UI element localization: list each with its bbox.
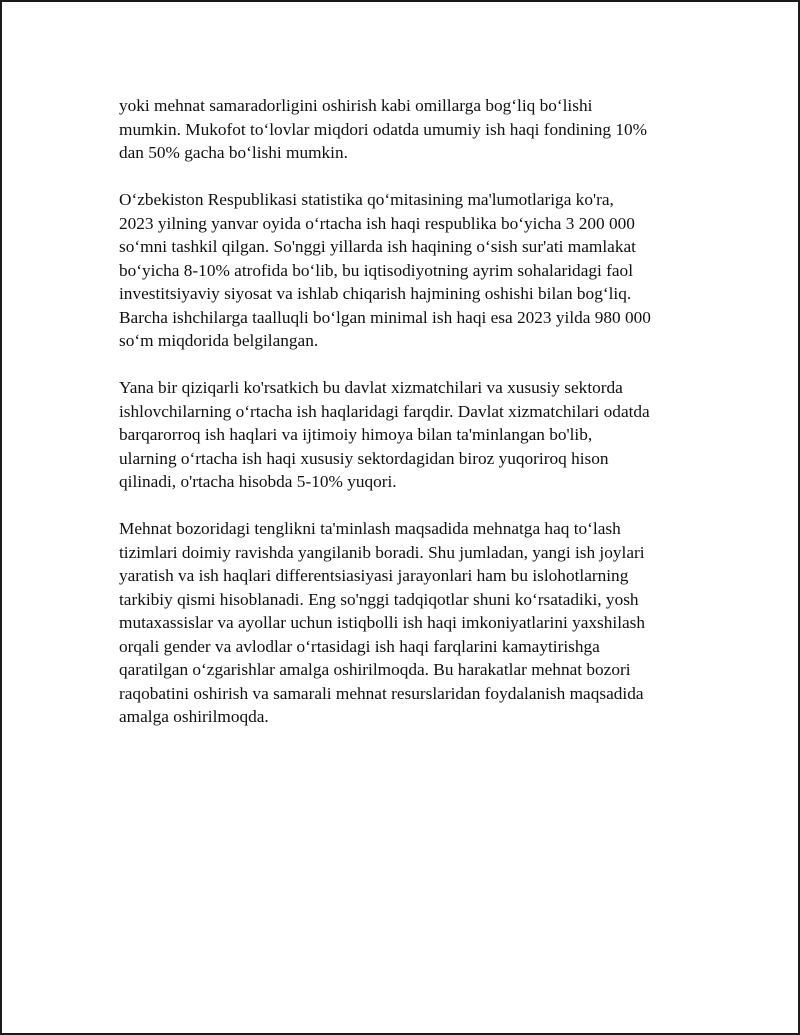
text-line: ishlovchilarning o‘rtacha ish haqlaridagi farqdir. Davlat xizmatchilari odatda (119, 401, 650, 421)
text-line: tizimlari doimiy ravishda yangilanib boradi. Shu jumladan, yangi ish joylari (119, 542, 645, 562)
text-line: Barcha ishchilarga taalluqli bo‘lgan minimal ish haqi esa 2023 yilda 980 000 (119, 307, 651, 327)
paragraph-1 (119, 94, 709, 165)
text-line: dan 50% gacha bo‘lishi mumkin. (119, 143, 348, 162)
text-line: yoki mehnat samaradorligini oshirish kabi omillarga bog‘liq bo‘lishi (119, 96, 593, 115)
text-line: amalga oshirilmoqda. (119, 707, 269, 726)
text-line: tarkibiy qismi hisoblanadi. Eng so'nggi tadqiqotlar shuni ko‘rsatadiki, yosh (119, 589, 639, 609)
text-line: raqobatini oshirish va samarali mehnat resurslaridan foydalanish maqsadida (119, 683, 644, 703)
text-line: so‘mni tashkil qilgan. So'nggi yillarda ish haqining o‘sish sur'ati mamlakat (119, 237, 636, 256)
text-line: mutaxassislar va ayollar uchun istiqbolli ish haqi imkoniyatlarini yaxshilash (119, 613, 646, 632)
paragraph-2 (119, 188, 709, 353)
text-line: bo‘yicha 8-10% atrofida bo‘lib, bu iqtisodiyotning ayrim sohalaridagi faol (119, 260, 633, 280)
paragraph-3 (119, 376, 709, 494)
text-line: so‘m miqdorida belgilangan. (119, 331, 319, 350)
text-line: ularning o‘rtacha ish haqi xususiy sektordagidan biroz yuqoriroq hison (119, 448, 609, 468)
document-body (119, 94, 709, 752)
text-line: Mehnat bozoridagi tenglikni ta'minlash maqsadida mehnatga haq to‘lash (119, 519, 621, 538)
text-line: mumkin. Mukofot to‘lovlar miqdori odatda umumiy ish haqi fondining 10% (119, 119, 647, 139)
paragraph-4 (119, 517, 709, 729)
text-line: barqarorroq ish haqlari va ijtimoiy himoya bilan ta'minlangan bo'lib, (119, 425, 593, 444)
text-line: Yana bir qiziqarli ko'rsatkich bu davlat xizmatchilari va xususiy sektorda (119, 378, 623, 397)
text-line: qaratilgan o‘zgarishlar amalga oshirilmoqda. Bu harakatlar mehnat bozori (119, 660, 631, 679)
text-line: O‘zbekiston Respublikasi statistika qo‘mitasining ma'lumotlariga ko'ra, (119, 190, 614, 209)
text-line: yaratish va ish haqlari differentsiasiyasi jarayonlari ham bu islohotlarning (119, 566, 629, 585)
text-line: investitsiyaviy siyosat va ishlab chiqarish hajmining oshishi bilan bog‘liq. (119, 284, 632, 303)
text-line: qilinadi, o'rtacha hisobda 5-10% yuqori. (119, 472, 397, 491)
text-line: orqali gender va avlodlar o‘rtasidagi ish haqi farqlarini kamaytirishga (119, 636, 600, 656)
text-line: 2023 yilning yanvar oyida o‘rtacha ish haqi respublika bo‘yicha 3 200 000 (119, 213, 635, 233)
